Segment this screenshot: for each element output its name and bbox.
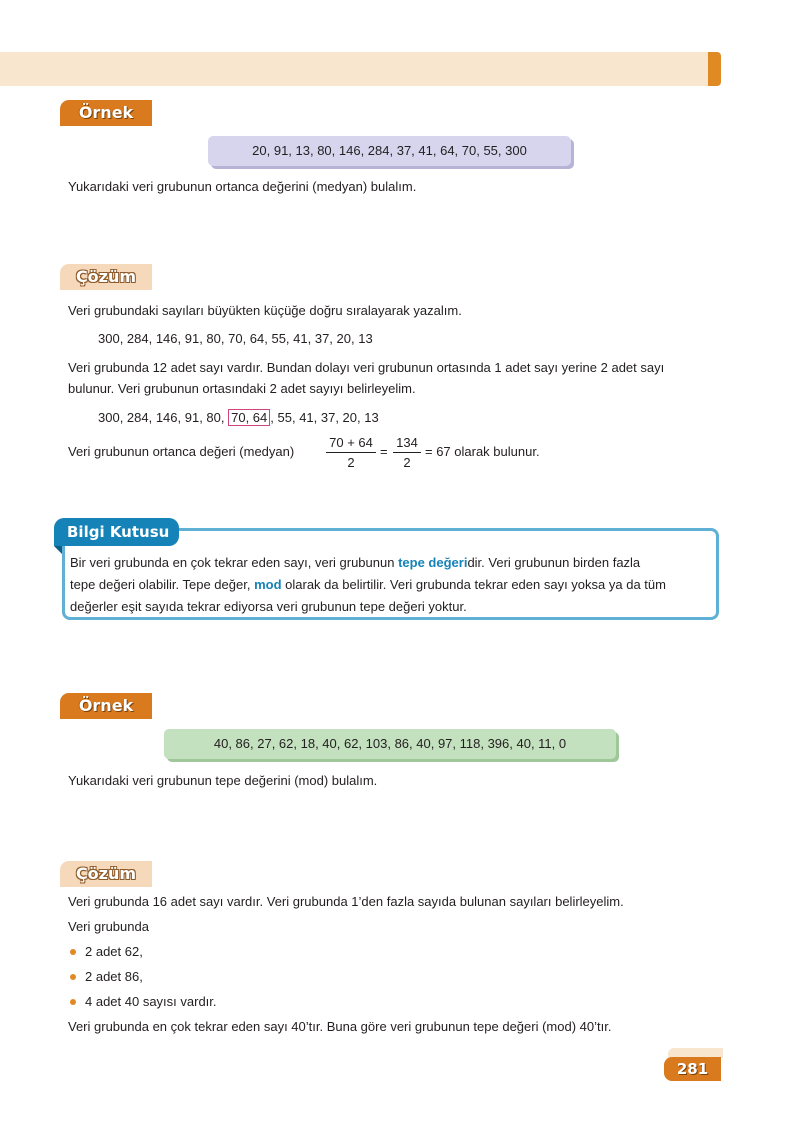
fraction-denominator: 2	[403, 455, 411, 470]
bullet-icon	[70, 949, 76, 955]
sorted-data: 300, 284, 146, 91, 80, 70, 64, 55, 41, 37, 20, 13	[98, 331, 373, 346]
solution-text: Veri grubunda 12 adet sayı vardır. Bundan dolayı veri grubunun ortasında 1 adet sayı yerine 2 adet sayı	[68, 360, 665, 375]
list-item: 4 adet 40 sayısı vardır.	[85, 994, 217, 1009]
solution-label: Çözüm	[60, 861, 152, 887]
fraction-bar	[326, 452, 376, 453]
fraction-2	[393, 435, 421, 470]
example-question: Yukarıdaki veri grubunun tepe değerini (mod) bulalım.	[68, 773, 378, 788]
term-highlight: mod	[254, 577, 282, 592]
info-text: tepe değeri olabilir. Tepe değer,	[70, 577, 255, 592]
fraction-numerator: 134	[396, 435, 418, 450]
median-result: = 67 olarak bulunur.	[425, 444, 540, 459]
data-set-box: 40, 86, 27, 62, 18, 40, 62, 103, 86, 40, 97, 118, 396, 40, 11, 0	[164, 729, 616, 759]
info-text: Bir veri grubunda en çok tekrar eden sayı, veri grubunun	[70, 555, 399, 570]
solution-label: Çözüm	[60, 264, 152, 290]
bullet-icon	[70, 974, 76, 980]
fraction-1	[326, 435, 376, 470]
term-highlight: tepe değeri	[398, 555, 468, 570]
median-pair-box: 70, 64	[228, 409, 270, 426]
info-text-line	[70, 555, 640, 570]
bullet-icon	[70, 999, 76, 1005]
fraction-denominator: 2	[347, 455, 355, 470]
solution-text: Veri grubundaki sayıları büyükten küçüğe doğru sıralayarak yazalım.	[68, 303, 462, 318]
sorted-data-highlighted	[98, 410, 379, 425]
example-label: Örnek	[60, 693, 152, 719]
median-statement: Veri grubunun ortanca değeri (medyan)	[68, 444, 295, 459]
info-text-line: değerler eşit sayıda tekrar ediyorsa veri grubunun tepe değeri yoktur.	[70, 599, 467, 614]
solution-text: Veri grubunda 16 adet sayı vardır. Veri grubunda 1’den fazla sayıda bulunan sayıları belirleyelim.	[68, 894, 624, 909]
solution-conclusion: Veri grubunda en çok tekrar eden sayı 40’tır. Buna göre veri grubunun tepe değeri (mod) 40’tır.	[68, 1019, 612, 1034]
header-tab	[708, 52, 721, 86]
data-set-box: 20, 91, 13, 80, 146, 284, 37, 41, 64, 70, 55, 300	[208, 136, 571, 166]
equals-sign: =	[380, 444, 388, 459]
fraction-bar	[393, 452, 421, 453]
list-item: 2 adet 62,	[85, 944, 143, 959]
example-question: Yukarıdaki veri grubunun ortanca değerini (medyan) bulalım.	[68, 179, 417, 194]
info-box-title: Bilgi Kutusu	[54, 518, 179, 546]
info-text: dir. Veri grubunun birden fazla	[467, 555, 641, 570]
info-title-fold	[54, 546, 62, 554]
example-label: Örnek	[60, 100, 152, 126]
solution-text: Veri grubunda	[68, 919, 149, 934]
page-number: 281	[664, 1057, 721, 1081]
fraction-numerator: 70 + 64	[329, 435, 373, 450]
info-text: olarak da belirtilir. Veri grubunda tekrar eden sayı yoksa ya da tüm	[281, 577, 666, 592]
solution-text: bulunur. Veri grubunun ortasındaki 2 adet sayıyı belirleyelim.	[68, 381, 416, 396]
sorted-post: , 55, 41, 37, 20, 13	[270, 410, 379, 425]
sorted-pre: 300, 284, 146, 91, 80,	[98, 410, 225, 425]
list-item: 2 adet 86,	[85, 969, 143, 984]
header-band	[0, 52, 712, 86]
info-text-line	[70, 577, 666, 592]
